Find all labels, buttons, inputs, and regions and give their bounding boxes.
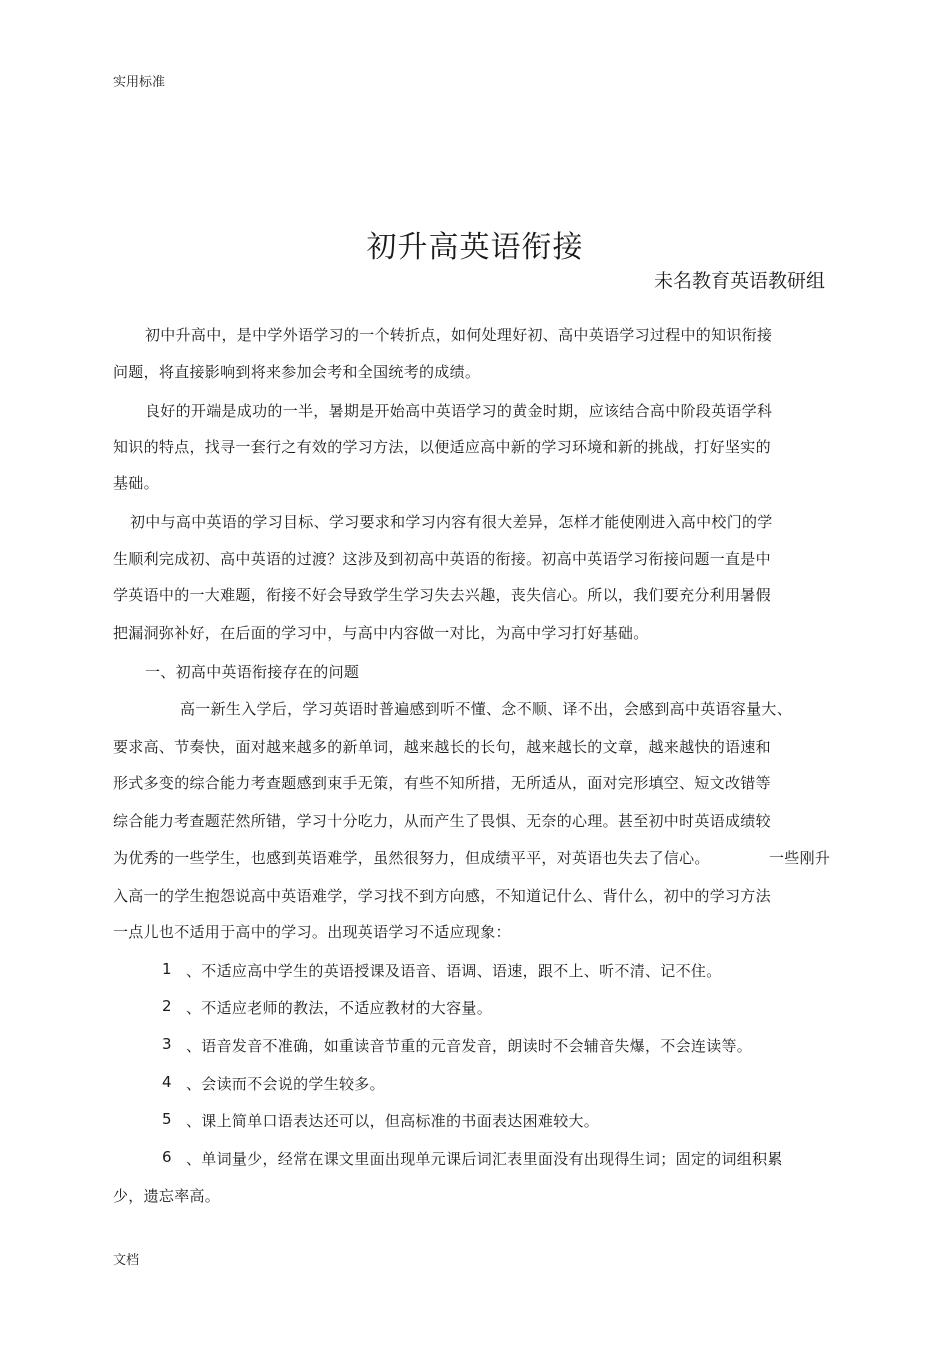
paragraph-line: 高一新生入学后，学习英语时普遍感到听不懂、念不顺、译不出，会感到高中英语容量大、: [180, 700, 793, 718]
list-item-number: 2: [162, 997, 172, 1015]
author-line: 未名教育英语教研组: [653, 270, 825, 292]
list-item: 、语音发音不准确，如重读音节重的元音发音，朗读时不会辅音失爆，不会连读等。: [186, 1037, 753, 1055]
paragraph-line: 知识的特点，找寻一套行之有效的学习方法，以便适应高中新的学习环境和新的挑战，打好坚实的: [113, 438, 771, 456]
paragraph-line: 形式多变的综合能力考查题感到束手无策，有些不知所措，无所适从，面对完形填空、短文改错等: [113, 774, 771, 792]
list-item-number: 5: [162, 1110, 172, 1128]
list-item-number: 1: [162, 960, 172, 978]
section-heading: 一、初高中英语衔接存在的问题: [145, 663, 360, 681]
paragraph-line: 要求高、节奏快，面对越来越多的新单词，越来越长的长句，越来越长的文章，越来越快的语速和: [113, 738, 771, 756]
list-item: 、单词量少，经常在课文里面出现单元课后词汇表里面没有出现得生词；固定的词组积累: [186, 1150, 783, 1168]
paragraph-line: 入高一的学生抱怨说高中英语难学，学习找不到方向感，不知道记什么、背什么，初中的学习方法: [113, 887, 771, 905]
paragraph-line: 初中升高中，是中学外语学习的一个转折点，如何处理好初、高中英语学习过程中的知识衔接: [145, 326, 773, 344]
paragraph-line: 为优秀的一些学生，也感到英语难学，虽然很努力，但成绩平平，对英语也失去了信心。: [113, 849, 710, 867]
paragraph-line: 把漏洞弥补好，在后面的学习中，与高中内容做一对比，为高中学习打好基础。: [113, 624, 649, 642]
list-item: 、不适应老师的教法，不适应教材的大容量。: [186, 999, 493, 1017]
list-item-number: 3: [162, 1035, 172, 1053]
list-item: 、课上简单口语表达还可以，但高标准的书面表达困难较大。: [186, 1112, 600, 1130]
paragraph-line: 一点儿也不适用于高中的学习。出现英语学习不适应现象：: [113, 923, 511, 941]
list-item-number: 6: [162, 1148, 172, 1166]
list-item: 、会读而不会说的学生较多。: [186, 1075, 385, 1093]
page-footer: 文档: [113, 1253, 140, 1268]
paragraph-line: 问题，将直接影响到将来参加会考和全国统考的成绩。: [113, 363, 481, 381]
paragraph-line: 生顺利完成初、高中英语的过渡？这涉及到初高中英语的衔接。初高中英语学习衔接问题一直是中: [113, 550, 771, 568]
paragraph-line: 综合能力考查题茫然所错，学习十分吃力，从而产生了畏惧、无奈的心理。甚至初中时英语成绩较: [113, 812, 771, 830]
paragraph-line: 学英语中的一大难题，衔接不好会导致学生学习失去兴趣，丧失信心。所以，我们要充分利用暑假: [113, 586, 771, 604]
paragraph-line: 初中与高中英语的学习目标、学习要求和学习内容有很大差异，怎样才能使刚进入高中校门的学: [130, 513, 773, 531]
list-item-number: 4: [162, 1073, 172, 1091]
list-item-continuation: 少，遗忘率高。: [113, 1187, 221, 1205]
page-header: 实用标准: [113, 75, 166, 90]
document-title: 初升高英语衔接: [366, 230, 584, 265]
paragraph-line: 基础。: [113, 474, 159, 492]
paragraph-line: 良好的开端是成功的一半，暑期是开始高中英语学习的黄金时期，应该结合高中阶段英语学科: [145, 402, 773, 420]
paragraph-line: 一些刚升: [769, 849, 831, 867]
list-item: 、不适应高中学生的英语授课及语音、语调、语速，跟不上、听不清、记不住。: [186, 962, 722, 980]
